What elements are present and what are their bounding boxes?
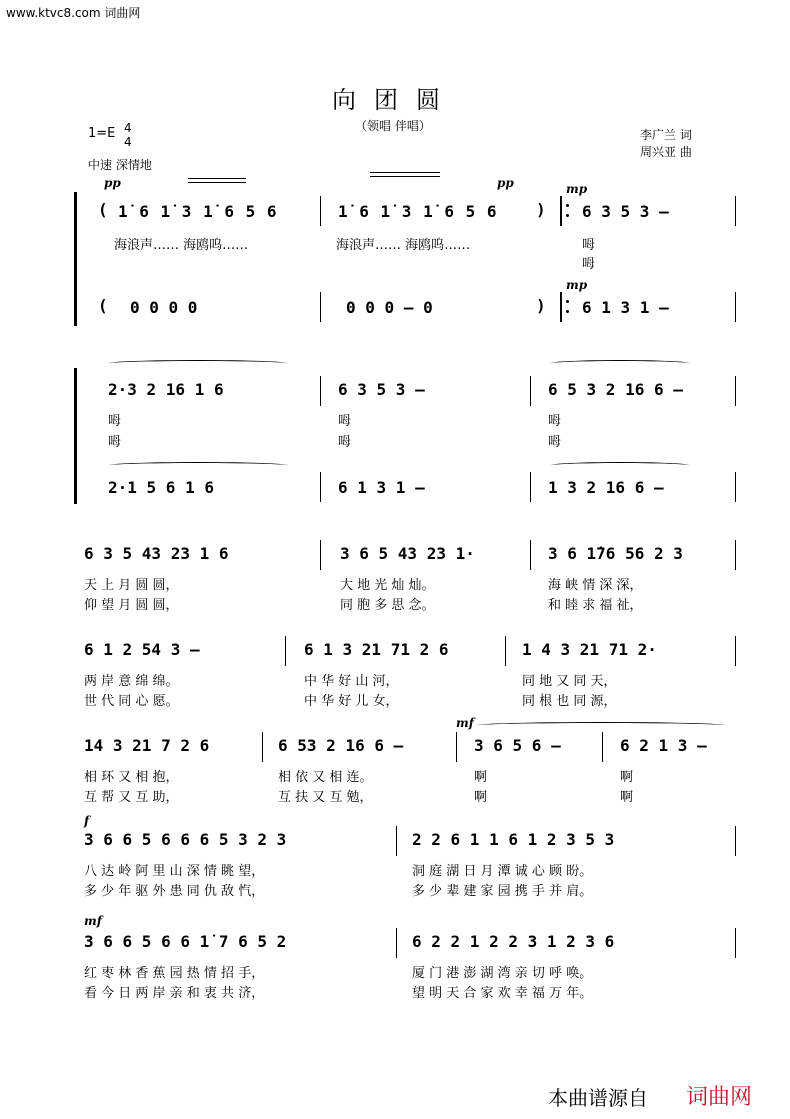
notes: 6 2 1 3 – <box>620 736 707 755</box>
repeat-dot <box>566 204 569 207</box>
notes: ) <box>536 200 546 219</box>
barline <box>456 732 457 762</box>
dynamic-mf: mf <box>456 716 474 730</box>
lyric: 呣 <box>108 435 122 450</box>
barline <box>262 732 263 762</box>
notes: 6 5 3 2 16 6 – <box>548 380 683 399</box>
system-brace <box>74 192 77 326</box>
lyric: 海浪声…… 海鸥呜…… <box>114 238 249 253</box>
lyric: 大 地 光 灿 灿。 <box>340 578 435 593</box>
notes: ) <box>536 296 546 315</box>
lyric: 海 峡 情 深 深， <box>548 578 643 593</box>
notes: 14 3 21 7 2 6 <box>84 736 210 755</box>
barline <box>396 928 397 958</box>
dynamic-mp: mp <box>566 182 588 196</box>
barline <box>735 196 736 226</box>
notes: 6 1 3 1 – <box>582 298 669 317</box>
notes: ( <box>98 200 108 219</box>
notes: 0 0 0 0 <box>130 298 198 317</box>
notes: 3 6 6 5 6 6 1̇ 7 6 5 2 <box>84 932 287 951</box>
dynamic-pp: pp <box>104 176 121 190</box>
repeat-dot <box>566 214 569 217</box>
notes: 1 4 3 21 71 2· <box>522 640 657 659</box>
lyric: 呣 <box>548 414 562 429</box>
lyric: 洞 庭 湖 日 月 潭 诚 心 顾 盼。 <box>412 864 593 879</box>
barline <box>320 540 321 570</box>
lyric: 同 根 也 同 源， <box>522 694 617 709</box>
crescendo-line <box>188 182 246 183</box>
crescendo-line <box>188 178 246 179</box>
lyric: 八 达 岭 阿 里 山 深 情 眺 望， <box>84 864 265 879</box>
barline <box>735 472 736 502</box>
song-subtitle: （领唱 伴唱） <box>355 119 431 133</box>
notes: 0 0 0 – 0 <box>346 298 433 317</box>
notes: 3 6 5 6 – <box>474 736 561 755</box>
lyric: 仰 望 月 圆 圆， <box>84 598 179 613</box>
lyric: 多 少 年 驱 外 患 同 仇 敌 忾， <box>84 884 265 899</box>
dynamic-pp: pp <box>497 176 514 190</box>
lyric: 同 胞 多 思 念。 <box>340 598 435 613</box>
lyric: 多 少 辈 建 家 园 携 手 并 肩。 <box>412 884 593 899</box>
repeat-barline <box>560 292 562 322</box>
notes: 6 3 5 43 23 1 6 <box>84 544 229 563</box>
lyric: 红 枣 林 香 蕉 园 热 情 招 手， <box>84 966 265 981</box>
dynamic-mp: mp <box>566 278 588 292</box>
barline <box>505 636 506 666</box>
lyric: 望 明 天 合 家 欢 幸 福 万 年。 <box>412 986 593 1001</box>
notes: 1̇ 6 1̇ 3 1̇ 6 5 6 <box>118 202 278 221</box>
barline <box>735 826 736 856</box>
crescendo-line <box>370 176 440 177</box>
notes: 2 2 6 1 1 6 1 2 3 5 3 <box>412 830 615 849</box>
lyric: 呣 <box>582 257 596 272</box>
notes: 1 3 2 16 6 – <box>548 478 664 497</box>
barline <box>320 196 321 226</box>
barline <box>396 826 397 856</box>
notes: 3 6 1̇76 56 2 3 <box>548 544 683 563</box>
slur <box>550 462 690 469</box>
barline <box>285 636 286 666</box>
notes: ( <box>98 296 108 315</box>
notes: 6 3 5 3 – <box>338 380 425 399</box>
lyric: 厦 门 港 澎 湖 湾 亲 切 呼 唤。 <box>412 966 593 981</box>
barline <box>602 732 603 762</box>
lyric: 相 环 又 相 抱， <box>84 770 179 785</box>
lyric: 呣 <box>108 414 122 429</box>
lyric: 世 代 同 心 愿。 <box>84 694 179 709</box>
notes: 6 3 5 3 – <box>582 202 669 221</box>
lyric: 呣 <box>548 435 562 450</box>
song-title: 向团圆 <box>332 86 458 114</box>
lyric: 相 依 又 相 连。 <box>278 770 373 785</box>
lyric: 海浪声…… 海鸥呜…… <box>336 238 471 253</box>
notes: 1̇ 6 1̇ 3 1̇ 6 5 6 <box>338 202 498 221</box>
slur <box>476 722 726 729</box>
notes: 2·3 2 16 1 6 <box>108 380 224 399</box>
site-url: www.ktvc8.com 词曲网 <box>6 6 141 20</box>
barline <box>735 928 736 958</box>
lyric: 互 帮 又 互 助， <box>84 790 179 805</box>
slur <box>108 360 288 367</box>
time-denominator: 4 <box>124 135 132 149</box>
repeat-barline <box>560 196 562 226</box>
lyric: 中 华 好 山 河， <box>304 674 399 689</box>
dynamic-f: f <box>84 814 90 828</box>
barline <box>320 292 321 322</box>
barline <box>735 376 736 406</box>
notes: 2·1 5 6 1 6 <box>108 478 214 497</box>
barline <box>735 636 736 666</box>
time-numerator: 4 <box>124 121 132 135</box>
lyric: 啊 <box>474 770 488 785</box>
composer: 周兴亚 曲 <box>640 145 692 159</box>
barline <box>320 376 321 406</box>
notes: 6 2 2 1 2 2 3 1 2 3 6 <box>412 932 615 951</box>
notes: 3 6 6 5 6 6 6 5 3 2 3 <box>84 830 287 849</box>
key-signature: 1=E <box>88 126 116 141</box>
repeat-dot <box>566 300 569 303</box>
dynamic-mf: mf <box>84 914 102 928</box>
slur <box>550 360 690 367</box>
barline <box>320 472 321 502</box>
watermark-source: 本曲谱源自 <box>548 1086 648 1110</box>
system-brace <box>74 368 77 504</box>
barline <box>735 292 736 322</box>
notes: 6 1 3 1 – <box>338 478 425 497</box>
lyric: 两 岸 意 绵 绵。 <box>84 674 179 689</box>
lyric: 看 今 日 两 岸 亲 和 衷 共 济， <box>84 986 265 1001</box>
lyricist: 李广兰 词 <box>640 128 692 142</box>
barline <box>530 376 531 406</box>
lyric: 同 地 又 同 天， <box>522 674 617 689</box>
watermark-site: 词曲网 <box>686 1085 753 1110</box>
lyric: 呣 <box>338 414 352 429</box>
notes: 6 1 3 21 71 2 6 <box>304 640 449 659</box>
notes: 6 1 2 54 3 – <box>84 640 200 659</box>
notes: 6 53 2 16 6 – <box>278 736 404 755</box>
barline <box>735 540 736 570</box>
repeat-dot <box>566 310 569 313</box>
crescendo-line <box>370 172 440 173</box>
barline <box>530 472 531 502</box>
lyric: 啊 <box>620 770 634 785</box>
lyric: 呣 <box>338 435 352 450</box>
lyric: 天 上 月 圆 圆， <box>84 578 179 593</box>
lyric: 中 华 好 儿 女， <box>304 694 399 709</box>
barline <box>530 540 531 570</box>
lyric: 互 扶 又 互 勉， <box>278 790 373 805</box>
lyric: 呣 <box>582 238 596 253</box>
lyric: 啊 <box>620 790 634 805</box>
slur <box>108 462 288 469</box>
notes: 3 6 5 43 23 1· <box>340 544 475 563</box>
tempo-marking: 中速 深情地 <box>88 158 152 172</box>
time-signature <box>124 121 132 149</box>
lyric: 和 睦 求 福 祉， <box>548 598 643 613</box>
lyric: 啊 <box>474 790 488 805</box>
